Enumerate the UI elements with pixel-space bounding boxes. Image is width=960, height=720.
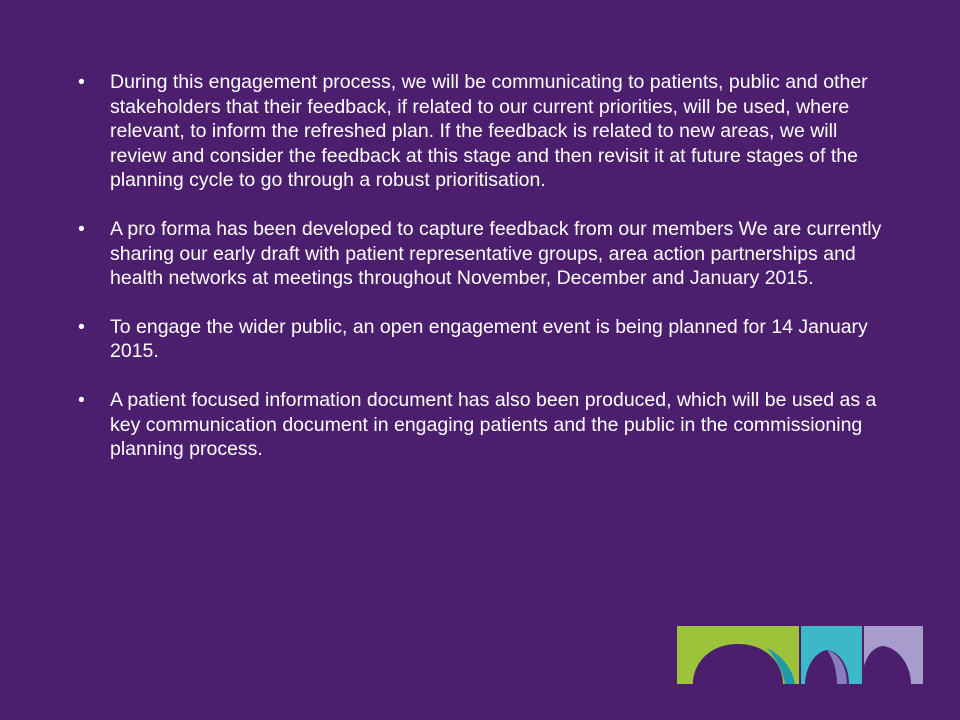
bullet-text: A patient focused information document has also been produced, which will be used as a key communication document in engaging patients and the public in the commissioning planning process.	[110, 388, 877, 461]
bullet-list	[78, 70, 898, 486]
bullet-item	[78, 315, 898, 364]
lilac-arch-block	[864, 626, 923, 684]
bullet-item	[78, 70, 898, 193]
bullet-text: To engage the wider public, an open engagement event is being planned for 14 January 2015.	[110, 315, 868, 363]
bullet-dot: •	[78, 217, 85, 240]
bullet-dot: •	[78, 315, 85, 338]
green-arch-block	[677, 626, 799, 684]
bullet-item	[78, 388, 898, 462]
bullet-text: A pro forma has been developed to capture feedback from our members We are currently sharing our early draft with patient representative groups, area action partnerships and health networks at meetings throughout November, December and January 2015.	[110, 217, 882, 290]
bullet-item	[78, 217, 898, 291]
bullet-dot: •	[78, 71, 85, 93]
bullet-dot: •	[78, 388, 85, 411]
arches-logo-icon	[677, 626, 923, 684]
bullet-text: During this engagement process, we will be communicating to patients, public and other stakeholders that their feedback, if related to our current priorities, will be used, where relevant, to inform the refreshed plan. If the feedback is related to new areas, we will review and consider the feedback at this stage and then revisit it at future stages of the planning cycle to go through a robust prioritisation.	[110, 71, 868, 192]
